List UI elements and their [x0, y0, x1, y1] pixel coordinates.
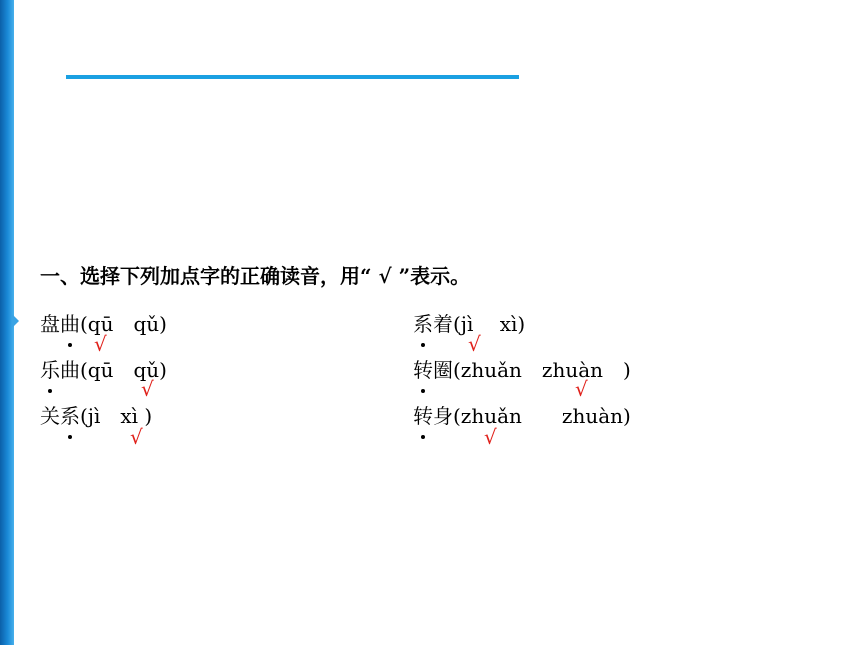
- dotted-char: 转: [413, 402, 433, 430]
- pinyin-options: (qū qǔ): [80, 312, 167, 336]
- item-zhuanquan: [413, 356, 631, 384]
- emphasis-dot: [68, 343, 72, 347]
- emphasis-dot: [68, 435, 72, 439]
- left-accent-notch: [12, 314, 19, 328]
- dotted-char: 曲: [60, 310, 80, 338]
- answer-check-mark: √: [468, 332, 481, 356]
- item-zhuanshen: [413, 402, 631, 430]
- answer-check-mark: √: [141, 377, 154, 401]
- item-char: 关: [40, 404, 60, 428]
- item-char: 身: [433, 404, 453, 428]
- title-underline: [66, 75, 519, 79]
- pinyin-options: (qū qǔ): [80, 358, 167, 382]
- emphasis-dot: [421, 389, 425, 393]
- emphasis-dot: [421, 435, 425, 439]
- dotted-char: 转: [413, 356, 433, 384]
- pinyin-options: (jì xì): [453, 312, 526, 336]
- dotted-char: 乐: [40, 356, 60, 384]
- item-char: 圈: [433, 358, 453, 382]
- question-heading: 一、选择下列加点字的正确读音，用“ √ ”表示。: [40, 264, 471, 288]
- emphasis-dot: [48, 389, 52, 393]
- pinyin-options: (zhuǎn zhuàn): [453, 404, 631, 428]
- answer-check-mark: √: [130, 425, 143, 449]
- answer-check-mark: √: [94, 332, 107, 356]
- answer-check-mark: √: [484, 425, 497, 449]
- dotted-char: 系: [60, 402, 80, 430]
- emphasis-dot: [421, 343, 425, 347]
- item-char: 曲: [60, 358, 80, 382]
- answer-check-mark: √: [575, 377, 588, 401]
- item-char: 着: [433, 312, 453, 336]
- item-char: 盘: [40, 312, 60, 336]
- pinyin-options: (jì xì ): [80, 404, 153, 428]
- dotted-char: 系: [413, 310, 433, 338]
- pinyin-options: (zhuǎn zhuàn ): [453, 358, 631, 382]
